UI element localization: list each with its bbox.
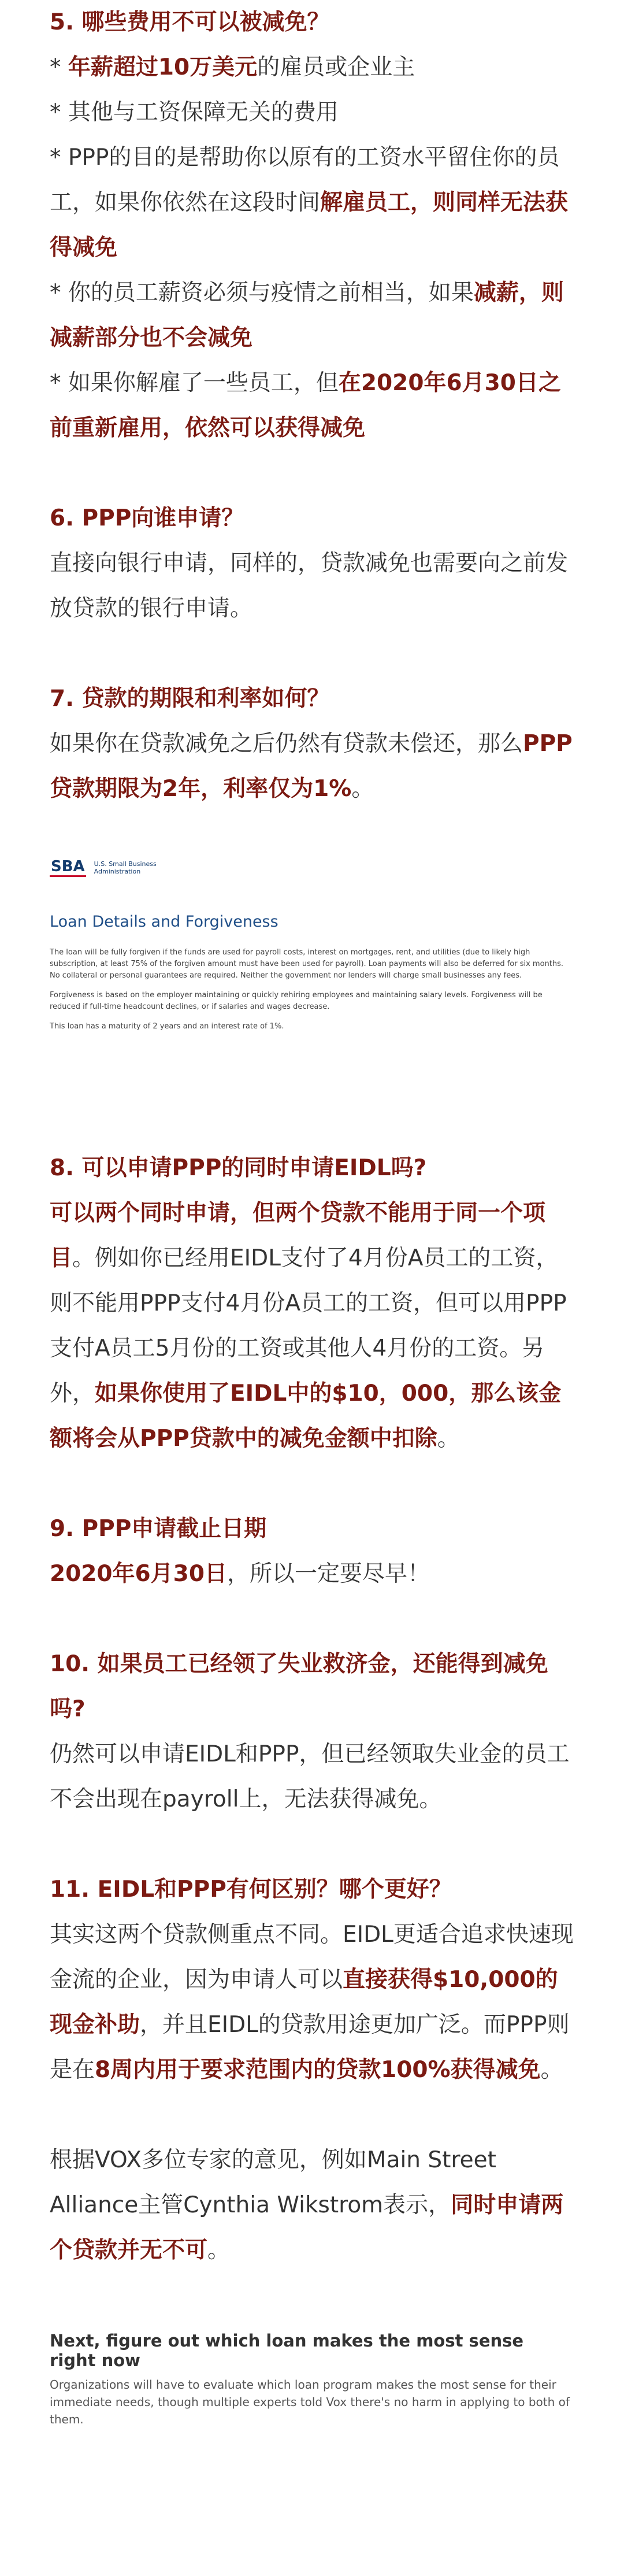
q9-text: ，所以一定要尽早！ bbox=[226, 1561, 430, 1587]
q5-heading: 5. 哪些费用不可以被减免？ bbox=[50, 9, 330, 35]
closing-text: 。 bbox=[207, 2237, 231, 2263]
q11-text: 其实这两个贷款侧重点不同。EIDL更适合追求快速现金流的企业，因为申请人可以 bbox=[50, 1922, 574, 1993]
q9-heading: 9. PPP申请截止日期 bbox=[50, 1516, 267, 1542]
sba-paragraph: This loan has a maturity of 2 years and an interest rate of 1%. bbox=[50, 1022, 284, 1031]
q8-highlight: 可以两个同时申请，但两个贷款不能用于同一个项目 bbox=[50, 1200, 546, 1271]
vox-excerpt-image bbox=[50, 2273, 574, 2428]
q5-item-text: * PPP的目的是帮助你以原有的工资水平留住你的员工，如果你依然在这段时间 bbox=[50, 145, 560, 216]
q11-text: 。 bbox=[540, 2057, 563, 2083]
q6-heading: 6. PPP向谁申请？ bbox=[50, 505, 244, 531]
q5-item bbox=[50, 90, 574, 135]
q5-item bbox=[50, 135, 574, 271]
q8-body bbox=[50, 1191, 574, 1461]
sba-logo bbox=[50, 835, 574, 877]
q5-item bbox=[50, 271, 574, 361]
spacer bbox=[50, 631, 574, 676]
q5-item bbox=[50, 361, 574, 451]
vox-excerpt-title: Next, figure out which loan makes the most sense right now bbox=[50, 2331, 524, 2370]
q5-item-text: * bbox=[50, 54, 68, 80]
q7-highlight: PPP贷款期限为2年，利率仅为1% bbox=[50, 731, 573, 802]
sba-logo-mark: SBA bbox=[50, 858, 86, 877]
q7-heading: 7. 贷款的期限和利率如何？ bbox=[50, 686, 330, 712]
closing-text: 根据VOX多位专家的意见，例如Main Street Alliance主管Cynthia Wikstrom表示， bbox=[50, 2147, 496, 2218]
sba-title: Loan Details and Forgiveness bbox=[50, 913, 278, 931]
sba-paragraph: The loan will be fully forgiven if the funds are used for payroll costs, interest on mortgages, rent, and utilities (due to likely high subscription, at least 75% of the forgiven amount must have been used for payroll). Loan payments will also be deferred for six months. No collateral or personal guarantees are required. Neither the government nor lenders will charge small businesses any fees. bbox=[50, 948, 564, 980]
q11-highlight: 直接获得$10,000的现金补助 bbox=[50, 1967, 558, 2038]
q7-text: 。 bbox=[351, 776, 374, 802]
spacer bbox=[50, 1101, 574, 1146]
q11-highlight: 8周内用于要求范围内的贷款100%获得减免 bbox=[95, 2057, 541, 2083]
q11-body bbox=[50, 1912, 574, 2093]
sba-logo-line: U.S. Small Business bbox=[94, 860, 157, 868]
q5-item-highlight: 减薪，则减薪部分也不会减免 bbox=[50, 280, 564, 351]
q5-item-highlight: 解雇员工，则同样无法获得减免 bbox=[50, 190, 569, 261]
q8-highlight: 如果你使用了EIDL中的$10，000，那么该金额将会从PPP贷款中的减免金额中扣除 bbox=[50, 1380, 562, 1452]
q5-item-text: * 如果你解雇了一些员工，但 bbox=[50, 370, 339, 396]
q9-body bbox=[50, 1552, 574, 1597]
q5-item-highlight: 在2020年6月30日之前重新雇用，依然可以获得减免 bbox=[50, 370, 561, 441]
q10-body: 仍然可以申请EIDL和PPP，但已经领取失业金的员工不会出现在payroll上，无法获得减免。 bbox=[50, 1741, 570, 1812]
q11-text: ，并且EIDL的贷款用途更加广泛。而PPP则是在 bbox=[50, 2012, 570, 2083]
spacer bbox=[50, 451, 574, 496]
q5-list bbox=[50, 45, 574, 451]
q5-item-highlight: 年薪超过10万美元 bbox=[68, 54, 258, 80]
q5-item-text: * 其他与工资保障无关的费用 bbox=[50, 99, 339, 125]
q8-text: 。例如你已经用EIDL支付了4月份A员工的工资，则不能用PPP支付4月份A员工的工资，但可以用PPP支付A员工5月份的工资或其他人4月份的工资。另外， bbox=[50, 1245, 567, 1407]
sba-logo-line: Administration bbox=[94, 867, 141, 875]
vox-excerpt-body: Organizations will have to evaluate which loan program makes the most sense for their immediate needs, though multiple experts told Vox there's no harm in applying to both of them. bbox=[50, 2378, 570, 2426]
closing-paragraph bbox=[50, 2138, 574, 2273]
q8-heading: 8. 可以申请PPP的同时申请EIDL吗? bbox=[50, 1155, 427, 1181]
q7-body bbox=[50, 721, 574, 812]
q5-item bbox=[50, 45, 574, 90]
q5-item-text: 的雇员或企业主 bbox=[257, 54, 415, 80]
sba-loan-details-image bbox=[50, 835, 574, 1078]
q7-text: 如果你在贷款减免之后仍然有贷款未偿还，那么 bbox=[50, 731, 523, 757]
spacer bbox=[50, 2093, 574, 2138]
q6-body: 直接向银行申请，同样的，贷款减免也需要向之前发放贷款的银行申请。 bbox=[50, 550, 569, 621]
q5-item-text: * 你的员工薪资必须与疫情之前相当，如果 bbox=[50, 280, 474, 306]
q8-text: 。 bbox=[437, 1426, 460, 1452]
spacer bbox=[50, 1597, 574, 1642]
sba-logo-text bbox=[94, 860, 157, 875]
spacer bbox=[50, 1822, 574, 1867]
q10-heading: 10. 如果员工已经领了失业救济金，还能得到减免吗? bbox=[50, 1651, 548, 1722]
q11-heading: 11. EIDL和PPP有何区别？哪个更好？ bbox=[50, 1877, 452, 1903]
q9-highlight: 2020年6月30日 bbox=[50, 1561, 227, 1587]
spacer bbox=[50, 1461, 574, 1507]
sba-paragraph: Forgiveness is based on the employer maintaining or quickly rehiring employees and maintaining salary levels. Forgiveness will be reduced if full-time headcount declines, or if salaries and wages decrease. bbox=[50, 991, 543, 1011]
closing-highlight: 同时申请两个贷款并无不可 bbox=[50, 2192, 564, 2263]
